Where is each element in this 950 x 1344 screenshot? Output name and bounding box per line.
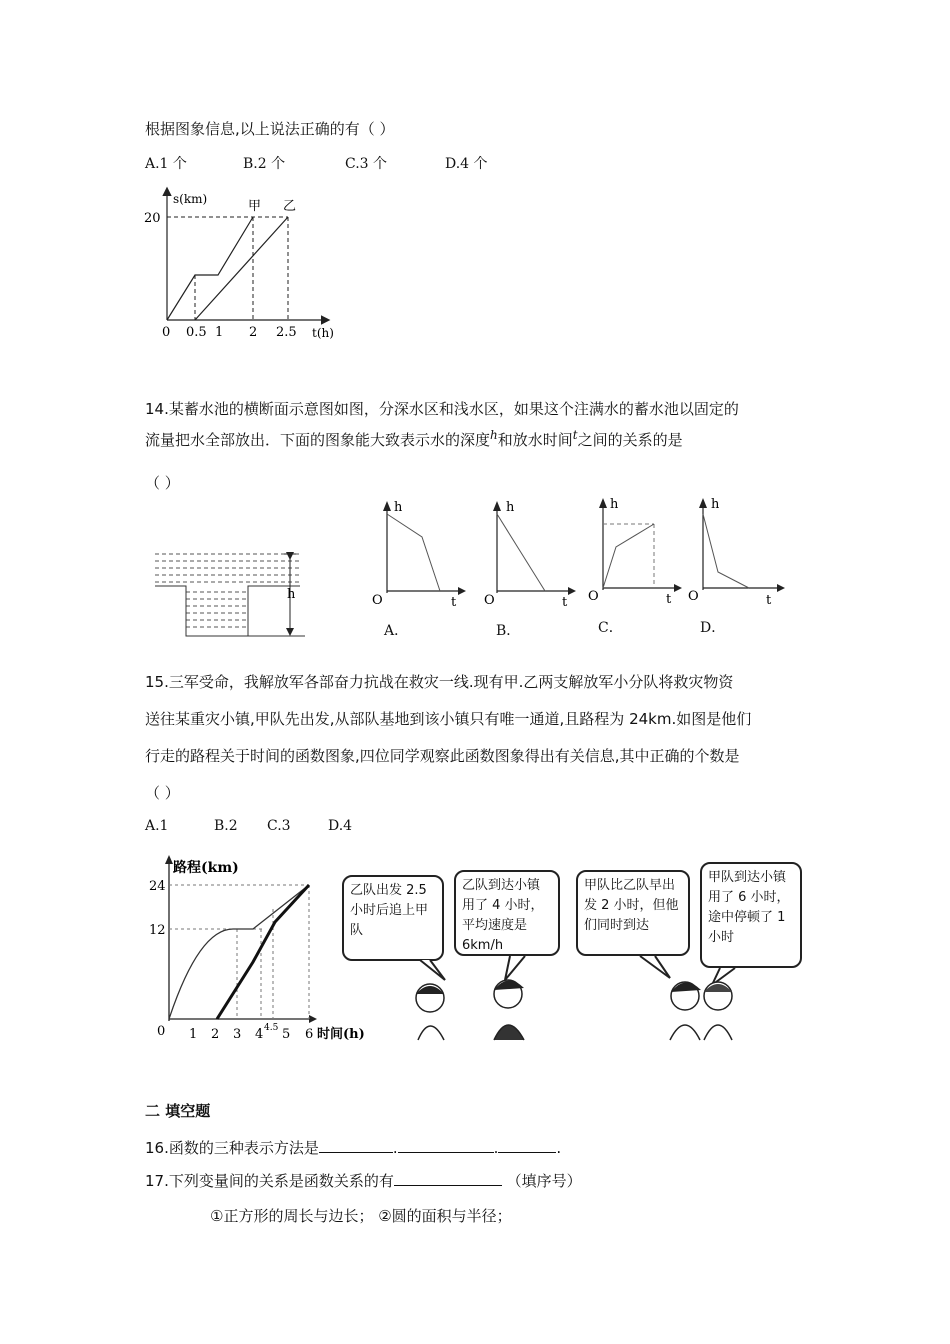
svg-text:O: O <box>688 589 699 604</box>
q17-items: ①正方形的周长与边长； ②圆的面积与半径； <box>210 1207 512 1225</box>
svg-text:O: O <box>372 593 383 608</box>
q15-bubble-4: 甲队到达小镇用了 6 小时，途中停顿了 1 小时 <box>700 862 802 968</box>
svg-text:h: h <box>711 497 720 512</box>
kid-figure-3 <box>670 982 701 1040</box>
q14-bracket: （ ） <box>145 474 180 492</box>
q15-option-b: B.2 <box>214 818 238 834</box>
q16-blank-3[interactable] <box>498 1138 556 1153</box>
svg-text:24: 24 <box>149 879 166 894</box>
section2-title: 二 填空题 <box>145 1102 211 1120</box>
svg-text:12: 12 <box>149 923 166 938</box>
q15-line2: 送往某重灾小镇,甲队先出发,从部队基地到该小镇只有唯一通道,且路程为 24km.如图是他们 <box>145 710 752 728</box>
kid-figure-2 <box>494 980 524 1040</box>
q13-option-c: C.3 个 <box>345 156 388 172</box>
svg-text:路程(km): 路程(km) <box>173 860 239 876</box>
q16: 16.函数的三种表示方法是 . . . <box>145 1139 562 1157</box>
q14-line2-part3: 之间的关系的是 <box>577 431 683 449</box>
kid-figure-1 <box>416 984 444 1040</box>
q13-graph <box>140 185 350 345</box>
q15-children-illustration <box>340 950 810 1045</box>
q13-xlabel: t(h) <box>312 326 334 340</box>
q13-line-jia <box>167 217 253 320</box>
q13-option-a: A.1 个 <box>145 156 187 172</box>
bubble-tail-2 <box>505 956 525 980</box>
q14-var-h: h <box>490 428 498 442</box>
q17-blank[interactable] <box>394 1171 502 1186</box>
q14-label-a: A． <box>384 623 409 639</box>
q13-xtick-1: 1 <box>215 325 224 340</box>
svg-text:h: h <box>506 500 515 515</box>
kid-figure-4 <box>704 982 732 1040</box>
q16-blank-1[interactable] <box>319 1138 393 1153</box>
svg-text:t: t <box>666 592 672 607</box>
q15-line3: 行走的路程关于时间的函数图象,四位同学观察此函数图象得出有关信息,其中正确的个数是 <box>145 747 740 765</box>
q14-var-t: t <box>572 428 578 442</box>
svg-text:0: 0 <box>157 1024 166 1039</box>
q17: 17.下列变量间的关系是函数关系的有 （填序号） <box>145 1172 582 1190</box>
bubble-tail-3 <box>640 956 670 978</box>
svg-text:O: O <box>484 593 495 608</box>
q13-label-yi: 乙 <box>283 199 297 214</box>
q14-graph-c <box>580 490 690 608</box>
svg-text:t: t <box>451 595 457 610</box>
q13-xtick-2: 2 <box>249 325 258 340</box>
q13-option-b: B.2 个 <box>243 156 286 172</box>
q14-label-c: C． <box>598 620 623 636</box>
q14-line1: 14.某蓄水池的横断面示意图如图，分深水区和浅水区，如果这个注满水的蓄水池以固定的 <box>145 400 739 418</box>
svg-text:h: h <box>394 500 403 515</box>
q15-option-d: D.4 <box>328 818 353 834</box>
q15-bubble-2: 乙队到达小镇用了 4 小时，平均速度是 6km/h <box>454 870 560 956</box>
q13-label-jia: 甲 <box>248 199 262 214</box>
svg-text:2: 2 <box>211 1027 220 1042</box>
q15-line1: 15.三军受命，我解放军各部奋力抗战在救灾一线.现有甲.乙两支解放军小分队将救灾物资 <box>145 673 734 691</box>
svg-text:6: 6 <box>305 1027 314 1042</box>
svg-text:5: 5 <box>282 1027 291 1042</box>
q14-pool-diagram <box>150 548 310 643</box>
q14-pool-label: h <box>287 587 296 602</box>
svg-text:1: 1 <box>189 1027 198 1042</box>
q14-label-b: B． <box>496 623 521 639</box>
q15-bubble-1: 乙队出发 2.5 小时后追上甲队 <box>342 875 444 961</box>
svg-text:t: t <box>766 593 772 608</box>
q14-graph-d <box>685 490 795 608</box>
q15-option-a: A.1 <box>145 818 169 834</box>
svg-text:3: 3 <box>233 1027 242 1042</box>
q13-xtick-25: 2.5 <box>276 325 297 340</box>
q13-line-yi <box>195 217 288 320</box>
svg-text:O: O <box>588 589 599 604</box>
bubble-tail-1 <box>420 960 445 980</box>
q14-graph-b <box>470 493 580 611</box>
q13-xtick-05: 0.5 <box>186 325 207 340</box>
q15-bracket: （ ） <box>145 784 180 802</box>
q14-graph-a <box>360 493 470 611</box>
svg-text:时间(h): 时间(h) <box>317 1027 365 1042</box>
q13-ytick-20: 20 <box>144 211 161 226</box>
q13-xtick-0: 0 <box>162 325 171 340</box>
svg-text:t: t <box>562 595 568 610</box>
svg-text:4: 4 <box>255 1027 264 1042</box>
q15-option-c: C.3 <box>267 818 291 834</box>
svg-text:4.5: 4.5 <box>264 1023 279 1033</box>
q14-line2 <box>145 428 683 450</box>
q14-line2-part2: 和放水时间 <box>497 431 573 449</box>
q13-ylabel: s(km) <box>173 192 208 206</box>
q14-label-d: D． <box>700 620 726 636</box>
q16-blank-2[interactable] <box>398 1138 494 1153</box>
q13-question: 根据图象信息,以上说法正确的有（ ） <box>145 120 395 138</box>
q13-option-d: D.4 个 <box>445 156 488 172</box>
q15-bubble-3: 甲队比乙队早出发 2 小时，但他们同时到达 <box>576 870 690 956</box>
q14-line2-part1: 流量把水全部放出．下面的图象能大致表示水的深度 <box>145 431 491 449</box>
svg-text:h: h <box>610 497 619 512</box>
